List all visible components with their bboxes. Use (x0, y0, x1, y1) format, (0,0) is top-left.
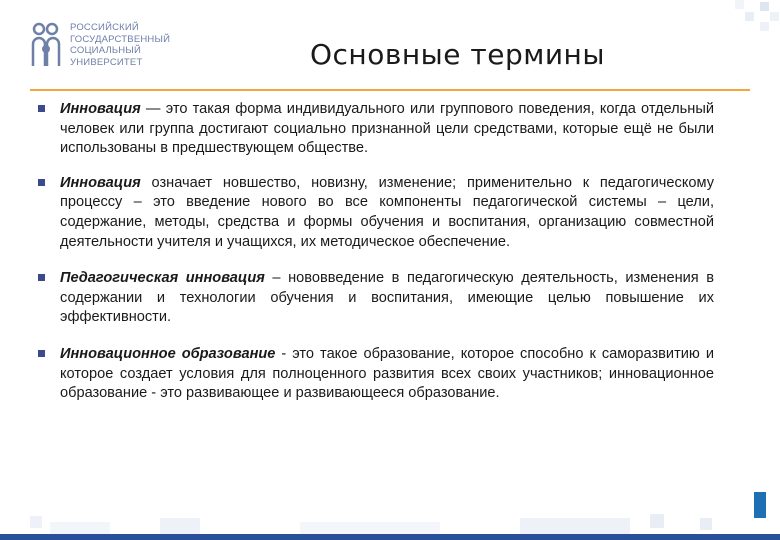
term-name: Педагогическая инновация (60, 270, 265, 287)
term-definition: – нововведение в педагогическую деятельность, изменения в содержании и технологии обучения и воспитания, имеющие целью повышение их эффективности. (60, 270, 714, 326)
term-name: Инновация (60, 101, 141, 117)
square-bullet-icon (38, 274, 45, 281)
page-title: Основные термины (310, 38, 605, 71)
term-paragraph (60, 174, 714, 252)
term-item (38, 174, 714, 252)
term-item (38, 269, 714, 328)
square-bullet-icon (38, 105, 45, 112)
logo-line: УНИВЕРСИТЕТ (70, 56, 143, 68)
bottom-band (0, 534, 780, 540)
term-definition: - это такое образование, которое способно к саморазвитию и которое создает условия для полноценного развития всех своих участников; инновационное образование - это развивающее и развивающееся образование. (60, 345, 715, 402)
term-item (38, 100, 714, 159)
title-divider (30, 89, 750, 91)
decorative-pixels-bottom (0, 508, 780, 534)
terms-list (38, 100, 714, 404)
term-name: Инновационное образование (60, 345, 276, 362)
logo-line: РОССИЙСКИЙ (70, 22, 139, 33)
term-paragraph (60, 269, 714, 328)
term-name: Инновация (60, 174, 141, 191)
decorative-pixels-top (690, 0, 780, 40)
people-logo-icon (30, 22, 62, 68)
term-paragraph (60, 345, 714, 404)
term-definition: — это такая форма индивидуального или группового поведения, когда отдельный человек или группа достигают социально признанной цели средствами, которые ещё не были использованы в предшествующем обществе. (60, 101, 714, 157)
term-definition: означает новшество, новизну, изменение; применительно к педагогическому процессу – это введение нового во все компоненты педагогической системы – цели, содержание, методы, средства и формы обучения и воспитания, организацию совместной деятельности учителя и учащихся, их методическое обеспечение. (60, 174, 714, 250)
corner-accent (754, 492, 766, 518)
square-bullet-icon (38, 179, 45, 186)
term-paragraph (60, 100, 714, 159)
university-logo (30, 22, 170, 68)
square-bullet-icon (38, 350, 45, 357)
logo-line: ГОСУДАРСТВЕННЫЙ (70, 33, 171, 45)
logo-line: СОЦИАЛЬНЫЙ (70, 45, 142, 56)
logo-text (70, 22, 170, 68)
term-item (38, 345, 714, 404)
